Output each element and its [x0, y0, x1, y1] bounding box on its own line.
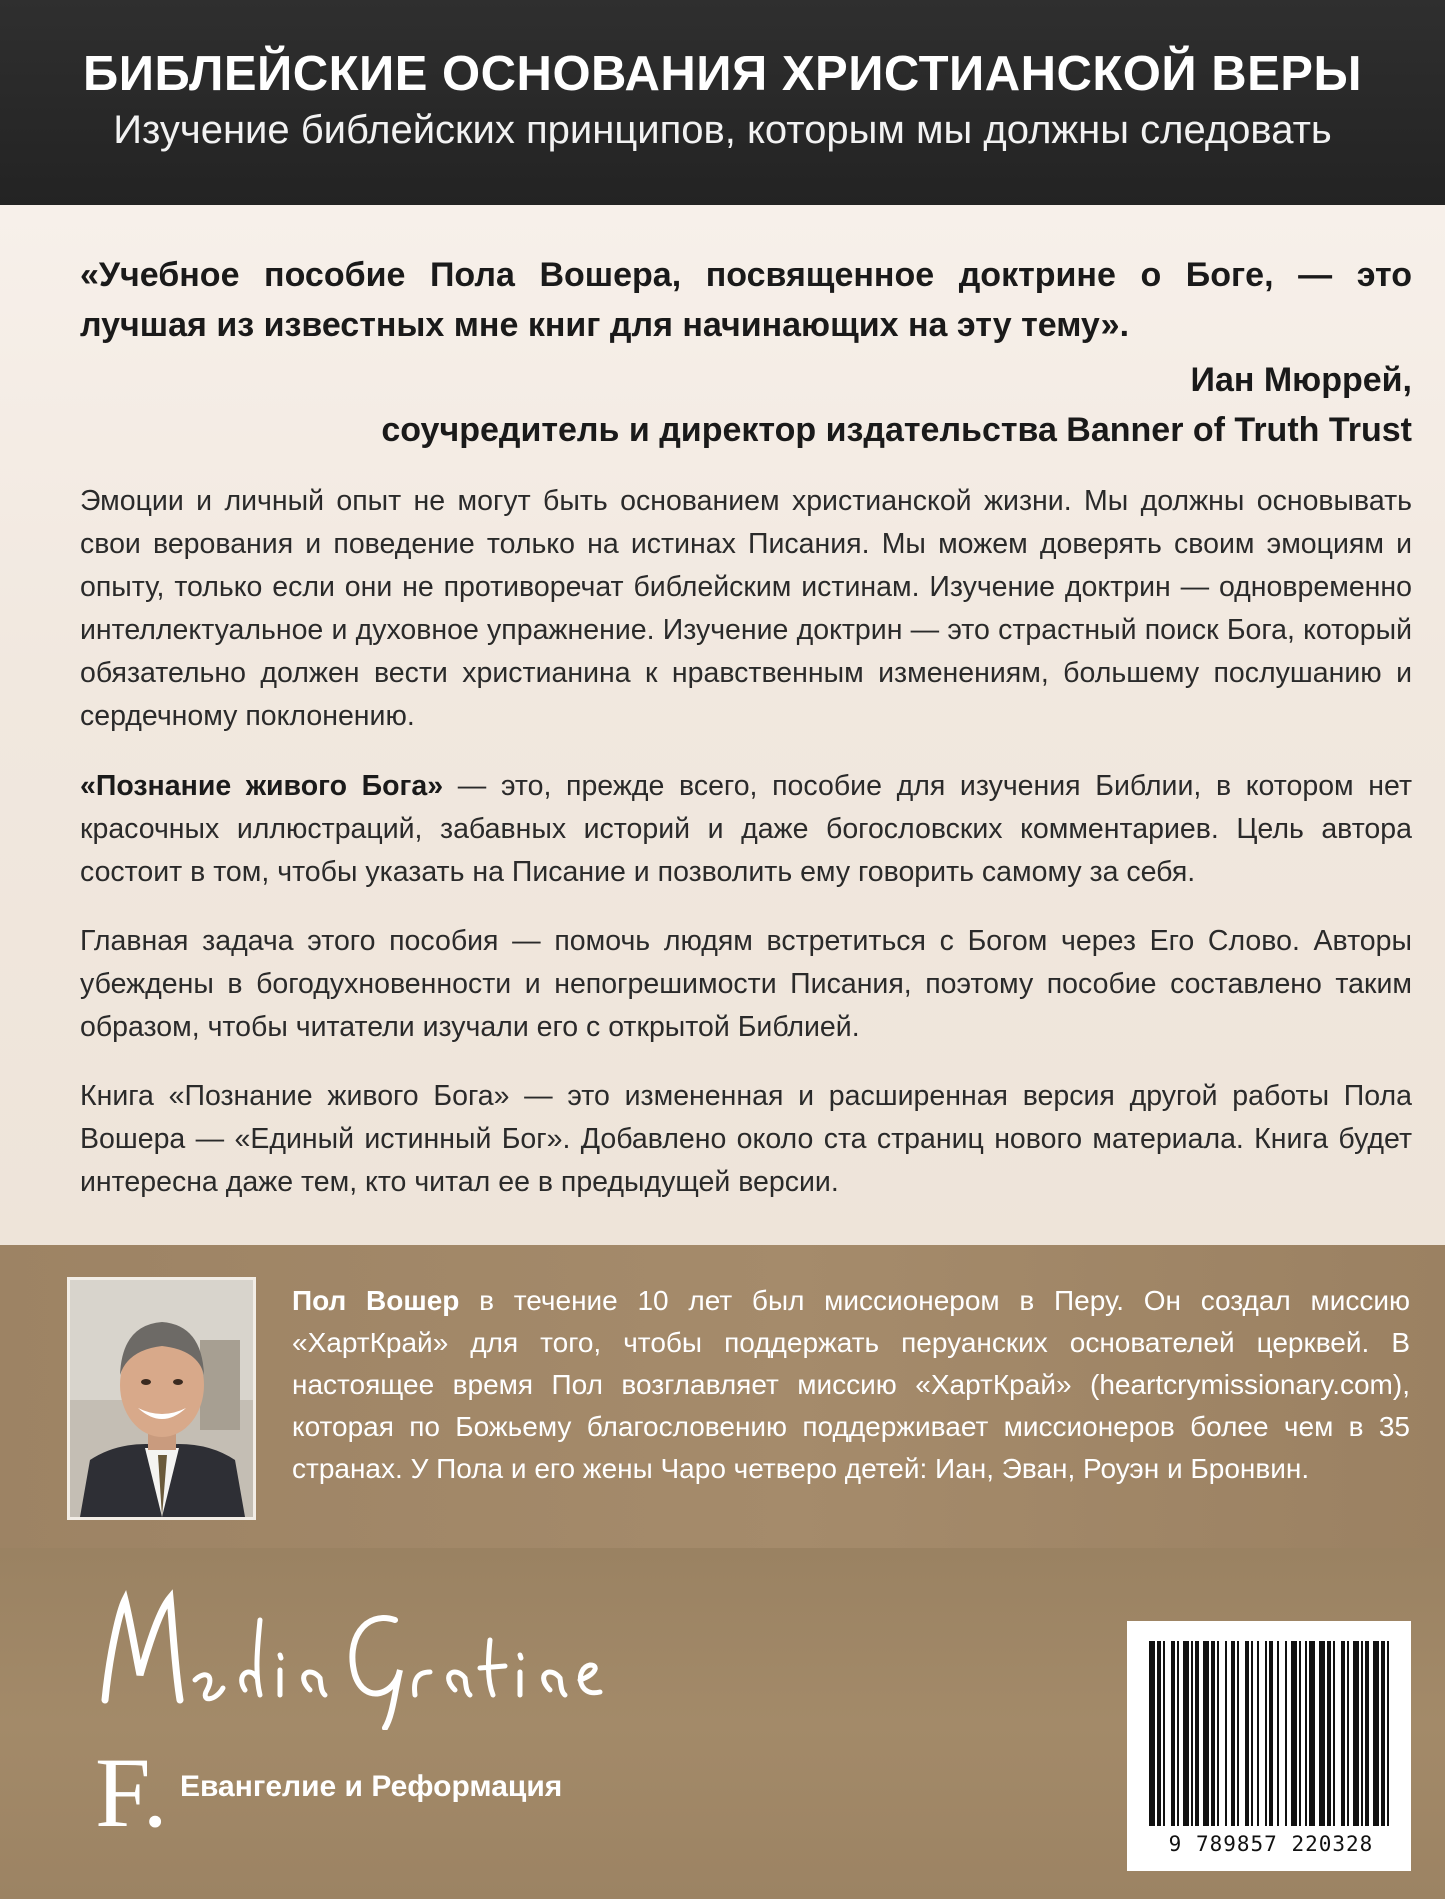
- barcode-bar: [1257, 1641, 1259, 1826]
- barcode-bar: [1319, 1641, 1325, 1826]
- barcode-bar: [1231, 1641, 1235, 1826]
- barcode-bar: [1347, 1641, 1349, 1826]
- barcode-bar: [1195, 1641, 1199, 1826]
- description-paragraph-2-text: — это, прежде всего, пособие для изучения Библии, в котором нет красочных иллюстраций, забавных историй и даже богословских комментариев. Цель автора состоит в том, чтобы указать на Писание и позволить ему говорить самому за себя.: [80, 770, 1412, 888]
- barcode-bar: [1171, 1641, 1175, 1826]
- barcode-bar: [1245, 1641, 1249, 1826]
- barcode-bar: [1211, 1641, 1215, 1826]
- description-paragraph-3: Главная задача этого пособия — помочь людям встретиться с Богом через Его Слово. Авторы убеждены в богодухновенности и непогрешимости Писания, поэтому пособие составлено таким образом, чтобы читатели изучали его с открытой Библией.: [80, 925, 1412, 1043]
- author-bio: [292, 1280, 1410, 1490]
- author-portrait-icon: [70, 1280, 253, 1517]
- series-subtitle: Изучение библейских принципов, которым мы должны следовать: [113, 108, 1332, 152]
- barcode-bar: [1373, 1641, 1379, 1826]
- barcode-bar: [1365, 1641, 1369, 1826]
- barcode-bar: [1269, 1641, 1273, 1826]
- barcode-bar: [1327, 1641, 1331, 1826]
- series-title: БИБЛЕЙСКИЕ ОСНОВАНИЯ ХРИСТИАНСКОЙ ВЕРЫ: [83, 47, 1362, 101]
- barcode-bar: [1291, 1641, 1297, 1826]
- barcode-bar: [1277, 1641, 1279, 1826]
- barcode-bar: [1149, 1641, 1155, 1826]
- media-gratiae-logo: [95, 1580, 615, 1730]
- barcode-bar: [1217, 1641, 1219, 1826]
- barcode-bar: [1333, 1641, 1335, 1826]
- header-band: [0, 0, 1445, 205]
- barcode-bar: [1285, 1641, 1287, 1826]
- barcode-bar: [1381, 1641, 1385, 1826]
- author-name: Пол Вошер: [292, 1285, 460, 1316]
- endorsement-author: [381, 355, 1412, 455]
- barcode-bar: [1157, 1641, 1161, 1826]
- barcode-bar: [1203, 1641, 1209, 1826]
- author-bio-text: в течение 10 лет был миссионером в Перу. Он создал миссию «ХартКрай» для того, чтобы поддержать перуанских основателей церквей. В настоящее время Пол возглавляет миссию «ХартКрай» (heartcrymissionary.com), которая по Божьему благословению поддерживает миссионеров более чем в 35 странах. У Пола и его жены Чаро четверо детей: Иан, Эван, Роуэн и Бронвин.: [292, 1285, 1411, 1484]
- endorsement-author-name: Иан Мюррей,: [1190, 361, 1412, 399]
- barcode-bar: [1353, 1641, 1359, 1826]
- barcode-bar: [1305, 1641, 1307, 1826]
- media-gratiae-logo-icon: [95, 1580, 615, 1730]
- imprint-name: Евангелие и Реформация: [180, 1770, 563, 1803]
- endorsement-quote: «Учебное пособие Пола Вошера, посвященное доктрине о Боге, — это лучшая из известных мне книг для начинающих на эту тему».: [80, 256, 1412, 344]
- barcode-bar: [1265, 1641, 1267, 1826]
- barcode-bar: [1361, 1641, 1363, 1826]
- imprint-logo-letter: F.: [95, 1737, 168, 1848]
- barcode-bar: [1309, 1641, 1315, 1826]
- barcode-bar: [1225, 1641, 1227, 1826]
- barcode-bar: [1299, 1641, 1301, 1826]
- barcode-bar: [1237, 1641, 1239, 1826]
- barcode-bar: [1177, 1641, 1179, 1826]
- barcode-bar: [1183, 1641, 1189, 1826]
- barcode-bar: [1387, 1641, 1389, 1826]
- endorsement-author-role: соучредитель и директор издательства Banner of Truth Trust: [381, 411, 1412, 449]
- barcode-bar: [1341, 1641, 1345, 1826]
- description-paragraph-1: Эмоции и личный опыт не могут быть основанием христианской жизни. Мы должны основывать свои верования и поведение только на истинах Писания. Мы можем доверять своим эмоциям и опыту, только если они не противоречат библейским истинам. Изучение доктрин — одновременно интеллектуальное и духовное упражнение. Изучение доктрин — это страстный поиск Бога, который обязательно должен вести христианина к нравственным изменениям, большему послушанию и сердечному поклонению.: [80, 485, 1412, 732]
- description-paragraph-2: [80, 765, 1412, 894]
- barcode-bar: [1251, 1641, 1253, 1826]
- barcode-bar: [1191, 1641, 1193, 1826]
- description-paragraph-4: Книга «Познание живого Бога» — это измененная и расширенная версия другой работы Пола Вошера — «Единый истинный Бог». Добавлено около ста страниц нового материала. Книга будет интересна даже тем, кто читал ее в предыдущей версии.: [80, 1080, 1412, 1198]
- author-photo: [67, 1277, 256, 1520]
- barcode-bar: [1163, 1641, 1165, 1826]
- isbn-number: 9 789857 220328: [1168, 1832, 1374, 1856]
- book-title-inline: «Познание живого Бога»: [80, 770, 444, 802]
